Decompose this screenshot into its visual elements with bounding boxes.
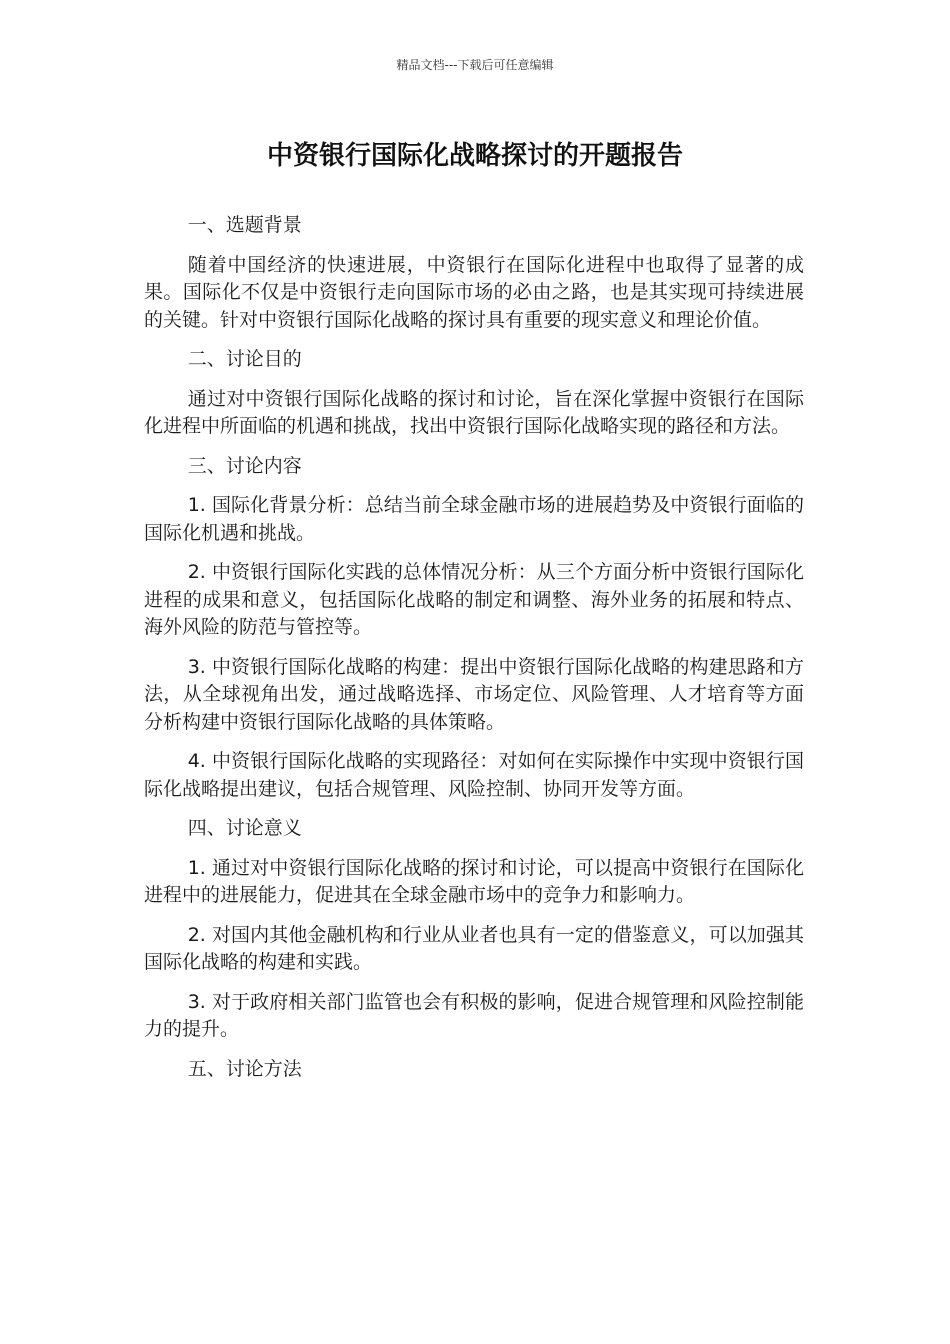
page-header: 精品文档---下载后可任意编辑 [396, 58, 554, 72]
list-item-content-2: 2. 中资银行国际化实践的总体情况分析：从三个方面分析中资银行国际化进程的成果和意义，包括国际化战略的制定和调整、海外业务的拓展和特点、海外风险的防范与管控等。 [144, 561, 804, 638]
document-body [144, 212, 804, 1095]
section-heading-purpose: 二、讨论目的 [187, 348, 302, 370]
list-item-content-1: 1. 国际化背景分析：总结当前全球金融市场的进展趋势及中资银行面临的国际化机遇和挑战。 [144, 494, 804, 544]
section-heading-significance: 四、讨论意义 [187, 817, 302, 839]
paragraph-purpose: 通过对中资银行国际化战略的探讨和讨论，旨在深化掌握中资银行在国际化进程中所面临的机遇和挑战，找出中资银行国际化战略实现的路径和方法。 [144, 387, 804, 437]
section-heading-method: 五、讨论方法 [187, 1057, 302, 1080]
paragraph-background: 随着中国经济的快速进展，中资银行在国际化进程中也取得了显著的成果。国际化不仅是中资银行走向国际市场的必由之路，也是其实现可持续进展的关键。针对中资银行国际化战略的探讨具有重要的现实意义和理论价值。 [144, 253, 804, 331]
section-heading-background: 一、选题背景 [187, 214, 302, 236]
list-item-significance-1: 1. 通过对中资银行国际化战略的探讨和讨论，可以提高中资银行在国际化进程中的进展能力，促进其在全球金融市场中的竞争力和影响力。 [144, 856, 804, 906]
document-title: 中资银行国际化战略探讨的开题报告 [266, 141, 683, 171]
list-item-significance-2: 2. 对国内其他金融机构和行业从业者也具有一定的借鉴意义，可以加强其国际化战略的构建和实践。 [144, 923, 804, 973]
list-item-content-4: 4. 中资银行国际化战略的实现路径：对如何在实际操作中实现中资银行国际化战略提出建议，包括合规管理、风险控制、协同开发等方面。 [144, 750, 804, 800]
list-item-content-3: 3. 中资银行国际化战略的构建：提出中资银行国际化战略的构建思路和方法，从全球视角出发，通过战略选择、市场定位、风险管理、人才培育等方面分析构建中资银行国际化战略的具体策略。 [144, 655, 804, 733]
section-heading-content: 三、讨论内容 [187, 454, 302, 477]
list-item-significance-3: 3. 对于政府相关部门监管也会有积极的影响，促进合规管理和风险控制能力的提升。 [144, 990, 804, 1040]
